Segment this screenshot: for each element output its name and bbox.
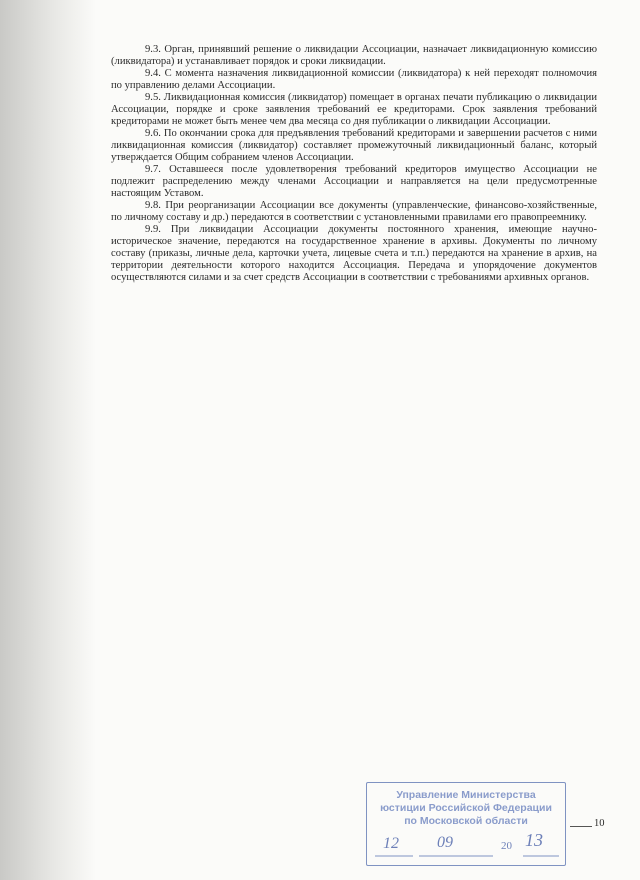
stamp-date-month: 09: [437, 834, 453, 851]
paragraph-9-6: 9.6. По окончании срока для предъявления требований кредиторами и завершении расчетов с ними ликвидационная комиссия (ликвидатор) составляет промежуточный ликвидационный баланс, который утверждается Общим собранием членов Ассоциации.: [111, 128, 597, 163]
registration-stamp: [366, 782, 566, 866]
paragraph-9-9: 9.9. При ликвидации Ассоциации документы постоянного хранения, имеющие научно-историческое значение, передаются на государственное хранение в архивы. Документы по личному составу (приказы, личные дела, карточки учета, лицевые счета и т.п.) передаются на хранение в архив, на территории деятельности которого находится Ассоциация. Передача и упорядочение документов осуществляются силами и за счет средств Ассоциации в соответствии с требованиями архивных органов.: [111, 224, 597, 283]
stamp-line-2: юстиции Российской Федерации: [380, 802, 552, 814]
page-number: 10: [594, 818, 605, 829]
paragraph-9-5: 9.5. Ликвидационная комиссия (ликвидатор) помещает в органах печати публикацию о ликвидации Ассоциации, порядке и сроке заявления требований ее кредиторами. Срок заявления требований кредиторами не может быть менее чем два месяца со дня публикации о ликвидации Ассоциации.: [111, 92, 597, 127]
stamp-date-year-prefix: 20: [501, 840, 512, 852]
stamp-line-3: по Московской области: [404, 815, 528, 827]
stamp-date: [373, 830, 561, 859]
document-body: [111, 44, 597, 284]
paragraph-9-4: 9.4. С момента назначения ликвидационной комиссии (ликвидатора) к ней переходят полномочия по управлению делами Ассоциации.: [111, 68, 597, 91]
signature-line: [570, 826, 592, 827]
stamp-line-1: Управление Министерства: [396, 789, 536, 801]
stamp-date-year-suffix: 13: [525, 830, 543, 850]
scan-edge-shadow: [0, 0, 96, 880]
paragraph-9-3: 9.3. Орган, принявший решение о ликвидации Ассоциации, назначает ликвидационную комиссию (ликвидатора) и устанавливает порядок и сроки ликвидации.: [111, 44, 597, 67]
paragraph-9-8: 9.8. При реорганизации Ассоциации все документы (управленческие, финансово-хозяйственные, по личному составу и др.) передаются в соответствии с установленными правилами его правопреемнику.: [111, 200, 597, 223]
stamp-date-day: 12: [383, 835, 399, 852]
paragraph-9-7: 9.7. Оставшееся после удовлетворения требований кредиторов имущество Ассоциации не подлежит распределению между членами Ассоциации и направляется на цели предусмотренные настоящим Уставом.: [111, 164, 597, 199]
